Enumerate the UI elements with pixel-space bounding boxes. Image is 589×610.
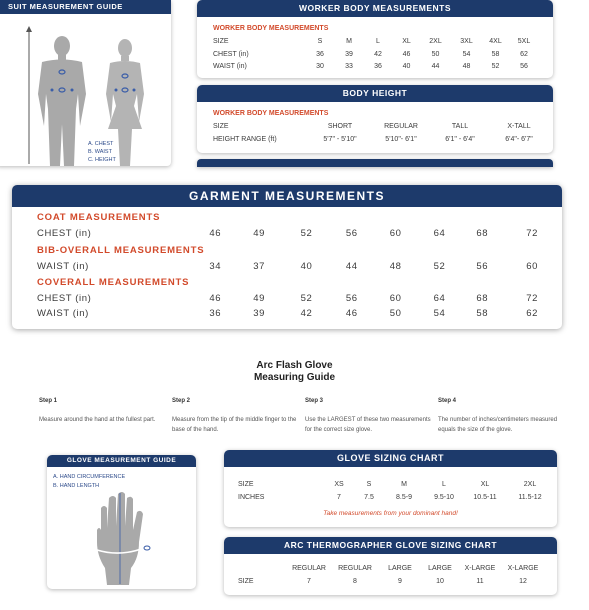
height-size-row xyxy=(197,121,553,131)
worker-body-measurements-card xyxy=(197,0,553,78)
size-col: LARGE xyxy=(388,564,412,572)
step-1 xyxy=(39,396,172,435)
size-col: SHORT xyxy=(327,122,353,130)
table-cell: 12 xyxy=(519,577,527,585)
step-2 xyxy=(172,396,305,435)
size-col: XS xyxy=(334,480,344,488)
table-cell: 49 xyxy=(253,227,266,239)
size-col: X-LARGE xyxy=(507,564,539,572)
glove-measure-legend xyxy=(53,473,125,491)
size-col: L xyxy=(376,37,380,45)
thermo-title: ARC THERMOGRAPHER GLOVE SIZING CHART xyxy=(224,537,557,554)
height-range-row xyxy=(197,134,553,144)
table-cell: 46 xyxy=(209,292,222,304)
size-col: 5XL xyxy=(517,37,531,45)
row-label: CHEST (in) xyxy=(213,50,249,58)
legend-height: C. HEIGHT xyxy=(88,157,116,163)
table-cell: 30 xyxy=(316,62,324,70)
suit-guide-legend xyxy=(88,140,116,164)
table-cell: 40 xyxy=(402,62,411,70)
size-col: REGULAR xyxy=(338,564,372,572)
table-cell: 11 xyxy=(476,577,484,585)
size-col: X-LARGE xyxy=(464,564,496,572)
row-label: WAIST (in) xyxy=(37,260,89,272)
thermo-size-row xyxy=(224,563,557,573)
table-cell: 60 xyxy=(526,260,538,272)
glove-sizing-title: GLOVE SIZING CHART xyxy=(224,450,557,467)
size-col: LARGE xyxy=(428,564,452,572)
table-cell: 42 xyxy=(374,50,382,58)
body-figures-illustration xyxy=(0,14,171,166)
step-label: Step 3 xyxy=(305,398,324,404)
size-col: M xyxy=(401,480,407,488)
size-col: 4XL xyxy=(489,37,502,45)
bib-waist-row xyxy=(12,259,562,273)
table-cell: 49 xyxy=(253,292,266,304)
step-label: Step 2 xyxy=(172,398,191,404)
row-label: HEIGHT RANGE (ft) xyxy=(213,135,277,143)
table-cell: 46 xyxy=(209,227,222,239)
table-cell: 64 xyxy=(433,292,446,304)
table-cell: 36 xyxy=(316,50,324,58)
table-cell: 56 xyxy=(345,227,358,239)
worker-body-title: WORKER BODY MEASUREMENTS xyxy=(197,0,553,17)
table-cell: 48 xyxy=(389,260,402,272)
step-label: Step 1 xyxy=(39,398,58,404)
step-label: Step 4 xyxy=(438,398,457,404)
table-cell: 58 xyxy=(491,50,500,58)
size-col: M xyxy=(346,37,352,45)
size-col: S xyxy=(366,480,372,488)
step-text: The number of inches/centimeters measured equals the size of the glove. xyxy=(438,417,558,433)
bib-overall-heading: BIB-OVERALL MEASUREMENTS xyxy=(37,245,205,256)
table-cell: 56 xyxy=(476,260,489,272)
row-label: CHEST (in) xyxy=(37,227,92,239)
table-cell: 46 xyxy=(402,50,411,58)
coverall-heading: COVERALL MEASUREMENTS xyxy=(37,277,190,288)
glove-inches-row xyxy=(224,492,557,502)
legend-waist: B. WAIST xyxy=(88,149,112,155)
partial-card-header xyxy=(197,159,553,167)
table-cell: 36 xyxy=(209,307,222,319)
table-cell: 8.5-9 xyxy=(396,493,412,501)
worker-waist-row xyxy=(197,61,553,71)
table-cell: 58 xyxy=(476,307,489,319)
table-cell: 50 xyxy=(389,307,402,319)
garment-measurements-card xyxy=(12,185,562,329)
suit-measurement-guide-card xyxy=(0,0,171,166)
table-cell: 40 xyxy=(300,260,313,272)
size-label: SIZE xyxy=(213,122,229,130)
garment-title: GARMENT MEASUREMENTS xyxy=(12,185,562,207)
table-cell: 10.5-11 xyxy=(473,493,497,501)
table-cell: 52 xyxy=(433,260,446,272)
table-cell: 37 xyxy=(253,260,266,272)
row-label: WAIST (in) xyxy=(213,62,247,70)
body-height-card xyxy=(197,85,553,153)
size-col: L xyxy=(442,480,446,488)
row-label: INCHES xyxy=(238,493,265,501)
table-cell: 72 xyxy=(526,292,538,304)
table-cell: 33 xyxy=(345,62,353,70)
coat-heading: COAT MEASUREMENTS xyxy=(37,212,161,223)
table-cell: 39 xyxy=(253,307,266,319)
table-cell: 56 xyxy=(520,62,528,70)
hand-illustration xyxy=(87,490,167,587)
coverall-waist-row xyxy=(12,306,562,320)
table-cell: 7 xyxy=(307,577,311,585)
worker-body-subtitle: WORKER BODY MEASUREMENTS xyxy=(213,25,329,32)
legend-chest: A. CHEST xyxy=(88,141,114,147)
table-cell: 60 xyxy=(389,292,402,304)
table-cell: 62 xyxy=(520,50,528,58)
size-col: S xyxy=(317,37,323,45)
table-cell: 60 xyxy=(389,227,402,239)
table-cell: 54 xyxy=(433,307,446,319)
table-cell: 62 xyxy=(526,307,538,319)
glove-size-row xyxy=(224,479,557,489)
glove-measure-title: GLOVE MEASUREMENT GUIDE xyxy=(47,455,196,467)
glove-sizing-chart-card xyxy=(224,450,557,527)
table-cell: 5'7" - 5'10" xyxy=(323,135,357,143)
table-cell: 72 xyxy=(526,227,538,239)
worker-size-row xyxy=(197,36,553,46)
table-cell: 5'10"- 6'1" xyxy=(385,135,417,143)
size-col: TALL xyxy=(451,122,469,130)
body-height-subtitle: WORKER BODY MEASUREMENTS xyxy=(213,110,329,117)
step-text: Measure around the hand at the fullest part. xyxy=(39,417,156,423)
table-cell: 64 xyxy=(433,227,446,239)
table-cell: 68 xyxy=(476,227,489,239)
row-label: CHEST (in) xyxy=(37,292,92,304)
size-col: REGULAR xyxy=(292,564,326,572)
size-col: XL xyxy=(480,480,490,488)
table-cell: 9.5-10 xyxy=(434,493,454,501)
table-cell: 52 xyxy=(300,227,313,239)
thermo-size-values-row xyxy=(224,576,557,586)
table-cell: 42 xyxy=(300,307,313,319)
step-4 xyxy=(438,396,569,435)
legend-hand-circumference: A. HAND CIRCUMFERENCE xyxy=(53,474,126,480)
table-cell: 8 xyxy=(353,577,357,585)
thermographer-glove-chart-card xyxy=(224,537,557,595)
table-cell: 36 xyxy=(374,62,382,70)
step-text: Measure from the tip of the middle finger to the base of the hand. xyxy=(172,417,297,433)
glove-guide-title-line2: Measuring Guide xyxy=(253,372,336,383)
legend-hand-length: B. HAND LENGTH xyxy=(53,483,100,489)
table-cell: 54 xyxy=(462,50,471,58)
size-col: 2XL xyxy=(429,37,442,45)
table-cell: 52 xyxy=(300,292,313,304)
table-cell: 7.5 xyxy=(364,493,374,501)
table-cell: 6'4"- 6'7" xyxy=(505,135,533,143)
dominant-hand-note: Take measurements from your dominant hand! xyxy=(323,510,458,517)
size-col: 3XL xyxy=(460,37,473,45)
table-cell: 11.5-12 xyxy=(518,493,542,501)
table-cell: 46 xyxy=(345,307,358,319)
size-col: 2XL xyxy=(523,480,537,488)
table-cell: 56 xyxy=(345,292,358,304)
size-label: SIZE xyxy=(213,37,229,45)
table-cell: 52 xyxy=(491,62,500,70)
table-cell: 48 xyxy=(462,62,471,70)
size-label: SIZE xyxy=(238,480,254,488)
table-cell: 34 xyxy=(209,260,222,272)
partial-card-top xyxy=(197,159,553,167)
size-col: XL xyxy=(402,37,411,45)
step-text: Use the LARGEST of these two measurements for the correct size glove. xyxy=(305,417,431,433)
glove-guide-title xyxy=(0,360,589,384)
glove-guide-title-line1: Arc Flash Glove xyxy=(256,360,333,371)
body-height-title: BODY HEIGHT xyxy=(197,85,553,102)
row-label: WAIST (in) xyxy=(37,307,89,319)
glove-steps xyxy=(39,396,569,435)
table-cell: 44 xyxy=(431,62,440,70)
step-3 xyxy=(305,396,438,435)
table-cell: 6'1" - 6'4" xyxy=(445,135,475,143)
table-cell: 68 xyxy=(476,292,489,304)
table-cell: 44 xyxy=(345,260,358,272)
glove-measurement-guide-card xyxy=(47,455,196,589)
table-cell: 10 xyxy=(436,577,444,585)
table-cell: 39 xyxy=(345,50,353,58)
coat-chest-row xyxy=(12,226,562,240)
coverall-chest-row xyxy=(12,291,562,305)
table-cell: 7 xyxy=(337,493,341,501)
size-col: X-TALL xyxy=(507,122,531,130)
suit-guide-title: SUIT MEASUREMENT GUIDE xyxy=(0,0,171,14)
row-label: SIZE xyxy=(238,577,254,585)
table-cell: 50 xyxy=(431,50,440,58)
table-cell: 9 xyxy=(398,577,402,585)
worker-chest-row xyxy=(197,49,553,59)
size-col: REGULAR xyxy=(384,122,418,130)
